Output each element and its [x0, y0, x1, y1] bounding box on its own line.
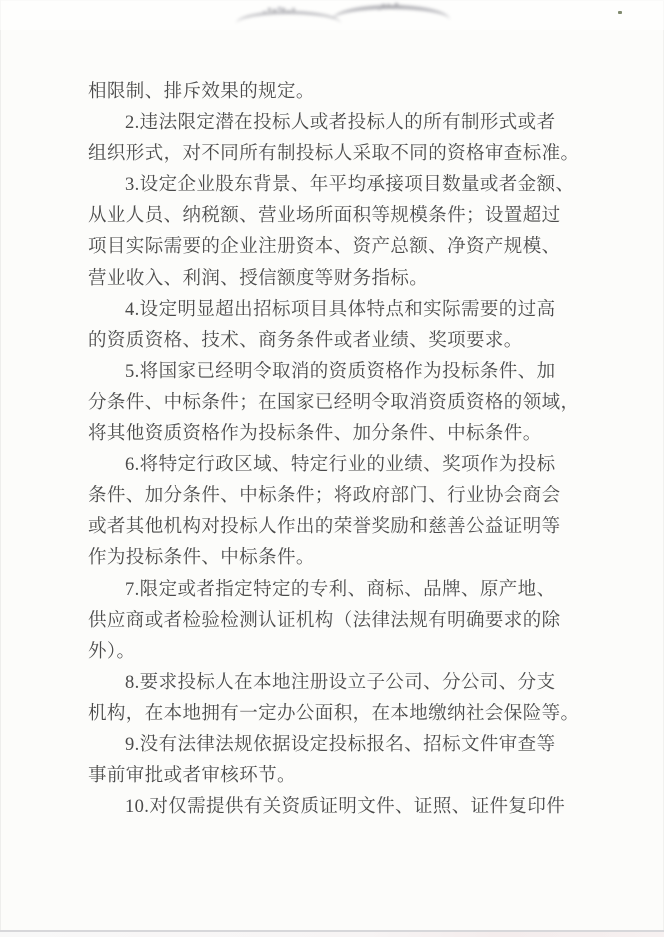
document-line: 7.限定或者指定特定的专利、商标、品牌、原产地、	[125, 579, 556, 600]
page-bottom-strip	[0, 932, 664, 937]
document-line: 或者其他机构对投标人作出的荣誉奖励和慈善公益证明等	[88, 517, 561, 538]
document-line: 项目实际需要的企业注册资本、资产总额、净资产规模、	[88, 237, 561, 258]
document-line: 分条件、中标条件；在国家已经明令取消资质资格的领域，	[88, 392, 580, 413]
document-line: 作为投标条件、中标条件。	[88, 548, 315, 569]
document-line: 9.没有法律法规依据设定投标报名、招标文件审查等	[125, 734, 556, 755]
document-line: 6.将特定行政区域、特定行业的业绩、奖项作为投标	[125, 455, 556, 476]
smudge-dots	[382, 4, 385, 8]
smudge-arc	[236, 11, 341, 36]
document-line: 2.违法限定潜在投标人或者投标人的所有制形式或者	[125, 113, 556, 134]
document-body	[88, 77, 580, 823]
document-line: 机构，在本地拥有一定办公面积，在本地缴纳社会保险等。	[88, 703, 580, 724]
smudge-arc	[332, 5, 450, 35]
document-line: 从业人员、纳税额、营业场所面积等规模条件；设置超过	[88, 206, 561, 227]
smudge-dots	[268, 8, 271, 11]
document-line: 5.将国家已经明令取消的资质资格作为投标条件、加	[125, 361, 556, 382]
document-line: 3.设定企业股东背景、年平均承接项目数量或者金额、	[125, 175, 575, 196]
ink-bleed-smudge-artifact	[236, 2, 456, 30]
document-line: 的资质资格、技术、商务条件或者业绩、奖项要求。	[88, 330, 523, 351]
document-line: 营业收入、利润、授信额度等财务指标。	[88, 268, 429, 289]
document-line: 10.对仅需提供有关资质证明文件、证照、证件复印件	[125, 797, 566, 818]
document-line: 外）。	[88, 641, 136, 662]
document-line: 条件、加分条件、中标条件；将政府部门、行业协会商会	[88, 486, 561, 507]
document-line: 事前审批或者审核环节。	[88, 766, 296, 787]
document-line: 4.设定明显超出招标项目具体特点和实际需要的过高	[125, 299, 556, 320]
document-line: 组织形式，对不同所有制投标人采取不同的资格审查标准。	[88, 144, 580, 165]
document-line: 供应商或者检验检测认证机构（法律法规有明确要求的除	[88, 610, 561, 631]
document-line: 相限制、排斥效果的规定。	[88, 82, 315, 102]
document-line: 8.要求投标人在本地注册设立子公司、分公司、分支	[125, 672, 556, 693]
document-line: 将其他资质资格作为投标条件、加分条件、中标条件。	[88, 424, 542, 445]
scan-speck-artifact	[618, 11, 622, 14]
